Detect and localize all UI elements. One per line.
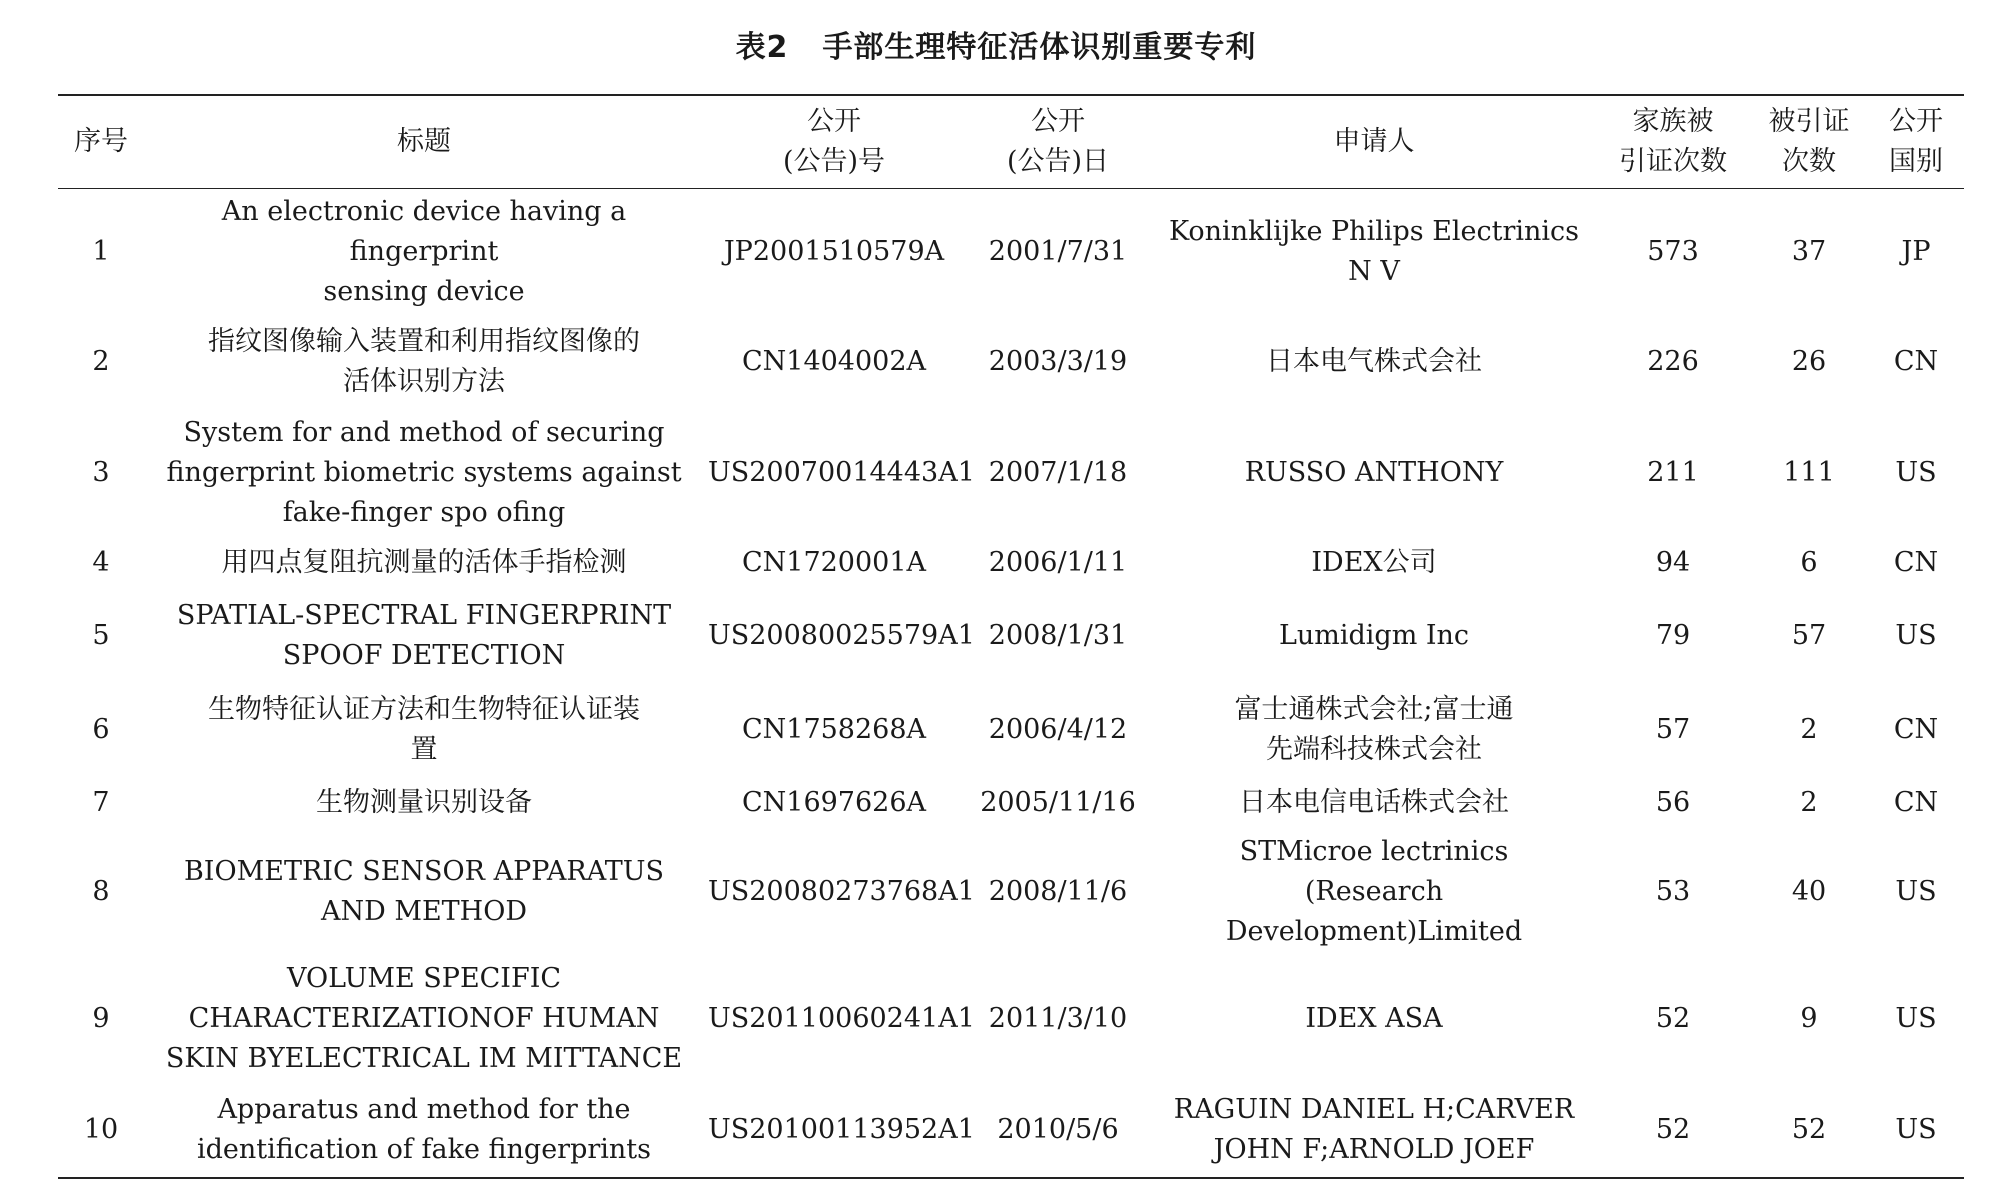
cell-applicant-line: Koninklijke Philips Electrinics xyxy=(1168,216,1580,247)
cell-title-line: SPOOF DETECTION xyxy=(282,640,566,671)
cell-title xyxy=(144,829,704,955)
cell-country: JP xyxy=(1901,236,1931,267)
cell-title xyxy=(144,1083,704,1178)
cell-family-cited: 57 xyxy=(1655,714,1691,745)
cell-title-line: fingerprint biometric systems against xyxy=(166,457,682,488)
header-pubdate-line: 公开 xyxy=(1031,106,1085,137)
cell-title xyxy=(144,683,704,777)
cell-title-line: AND METHOD xyxy=(320,896,528,927)
cell-title-line: sensing device xyxy=(323,276,525,307)
cell-pubdate: 2005/11/16 xyxy=(980,787,1136,818)
cell-index: 4 xyxy=(92,547,110,578)
cell-cited: 9 xyxy=(1800,1003,1818,1034)
header-country xyxy=(1868,95,1964,189)
cell-country: US xyxy=(1895,1003,1937,1034)
cell-applicant-line: STMicroe lectrinics xyxy=(1239,836,1509,867)
cell-country: CN xyxy=(1893,787,1939,818)
cell-title-line: SPATIAL-SPECTRAL FINGERPRINT xyxy=(176,600,672,631)
table-caption-label: 表2 xyxy=(735,30,789,65)
cell-pubno: JP2001510579A xyxy=(723,236,945,267)
header-pubno-line: 公开 xyxy=(807,106,861,137)
cell-applicant-line: 先端科技株式会社 xyxy=(1266,734,1482,765)
header-title: 标题 xyxy=(397,126,451,157)
cell-index: 10 xyxy=(83,1114,119,1145)
cell-cited: 57 xyxy=(1791,620,1827,651)
table-row xyxy=(58,829,1964,955)
cell-title-line: 生物特征认证方法和生物特征认证装 xyxy=(208,694,640,725)
cell-applicant xyxy=(1152,537,1596,589)
cell-family-cited: 52 xyxy=(1655,1114,1691,1145)
cell-applicant-line: IDEX公司 xyxy=(1311,547,1437,578)
cell-index: 2 xyxy=(92,346,110,377)
cell-index: 3 xyxy=(92,457,110,488)
cell-title-line: VOLUME SPECIFIC xyxy=(286,963,562,994)
cell-pubno: US20080025579A1 xyxy=(708,620,975,651)
cell-pubno: CN1404002A xyxy=(741,346,927,377)
cell-applicant-line: 富士通株式会社;富士通 xyxy=(1234,694,1514,725)
cell-pubdate: 2010/5/6 xyxy=(997,1114,1119,1145)
cell-pubdate: 2001/7/31 xyxy=(988,236,1128,267)
cell-country: US xyxy=(1895,620,1937,651)
header-pubdate-line: (公告)日 xyxy=(1006,146,1110,177)
cell-cited: 26 xyxy=(1791,346,1827,377)
cell-applicant xyxy=(1152,315,1596,409)
table-row xyxy=(58,189,1964,316)
header-family-cited xyxy=(1596,95,1750,189)
cell-pubdate: 2008/11/6 xyxy=(988,876,1128,907)
header-applicant: 申请人 xyxy=(1333,126,1415,157)
cell-pubno: US20070014443A1 xyxy=(708,457,975,488)
cell-title-line: Apparatus and method for the xyxy=(217,1094,631,1125)
cell-title-line: An electronic device having a fingerprint xyxy=(221,196,627,267)
header-family-cited-line: 家族被 xyxy=(1632,106,1714,137)
cell-cited: 52 xyxy=(1791,1114,1827,1145)
cell-title-line: fake-finger spo ofing xyxy=(282,497,566,528)
cell-pubno: US20110060241A1 xyxy=(708,1003,975,1034)
cell-index: 7 xyxy=(92,787,110,818)
cell-pubdate: 2006/4/12 xyxy=(988,714,1128,745)
cell-title-line: 置 xyxy=(410,734,438,765)
header-pubdate xyxy=(964,95,1152,189)
header-pubno-line: (公告)号 xyxy=(782,146,886,177)
cell-family-cited: 56 xyxy=(1655,787,1691,818)
cell-title-line: BIOMETRIC SENSOR APPARATUS xyxy=(183,856,665,887)
cell-cited: 37 xyxy=(1791,236,1827,267)
header-country-line: 公开 xyxy=(1889,106,1943,137)
cell-title xyxy=(144,777,704,829)
cell-title xyxy=(144,537,704,589)
header-country-line: 国别 xyxy=(1889,146,1943,177)
cell-applicant xyxy=(1152,409,1596,537)
cell-cited: 6 xyxy=(1800,547,1818,578)
cell-applicant-line: 日本电气株式会社 xyxy=(1266,346,1482,377)
cell-applicant xyxy=(1152,683,1596,777)
cell-country: US xyxy=(1895,1114,1937,1145)
cell-applicant xyxy=(1152,829,1596,955)
table-body xyxy=(58,189,1964,1179)
cell-applicant-line: 日本电信电话株式会社 xyxy=(1239,787,1509,818)
cell-country: CN xyxy=(1893,547,1939,578)
header-row xyxy=(58,95,1964,189)
cell-cited: 2 xyxy=(1800,787,1818,818)
cell-pubdate: 2003/3/19 xyxy=(988,346,1128,377)
cell-cited: 111 xyxy=(1783,457,1835,488)
table-row xyxy=(58,955,1964,1083)
cell-country: CN xyxy=(1893,714,1939,745)
cell-index: 9 xyxy=(92,1003,110,1034)
cell-pubdate: 2008/1/31 xyxy=(988,620,1128,651)
cell-country: US xyxy=(1895,457,1937,488)
cell-applicant-line: IDEX ASA xyxy=(1305,1003,1443,1034)
table-row xyxy=(58,537,1964,589)
cell-family-cited: 94 xyxy=(1655,547,1691,578)
cell-applicant xyxy=(1152,1083,1596,1178)
cell-title xyxy=(144,315,704,409)
cell-title-line: System for and method of securing xyxy=(183,417,665,448)
cell-family-cited: 211 xyxy=(1647,457,1699,488)
cell-family-cited: 573 xyxy=(1647,236,1699,267)
cell-family-cited: 52 xyxy=(1655,1003,1691,1034)
cell-applicant-line: RUSSO ANTHONY xyxy=(1244,457,1504,488)
cell-title-line: 活体识别方法 xyxy=(343,366,505,397)
cell-title xyxy=(144,409,704,537)
cell-pubno: US20080273768A1 xyxy=(708,876,975,907)
patent-table xyxy=(58,94,1964,1179)
cell-family-cited: 79 xyxy=(1655,620,1691,651)
cell-title-line: SKIN BYELECTRICAL IM MITTANCE xyxy=(165,1043,683,1074)
cell-title xyxy=(144,189,704,316)
cell-index: 8 xyxy=(92,876,110,907)
cell-index: 6 xyxy=(92,714,110,745)
table-caption xyxy=(0,22,1992,66)
cell-applicant-line: Lumidigm Inc xyxy=(1278,620,1470,651)
header-cited-line: 被引证 xyxy=(1768,106,1850,137)
header-index: 序号 xyxy=(74,126,128,157)
cell-title-line: identification of fake fingerprints xyxy=(196,1134,652,1165)
table-row xyxy=(58,1083,1964,1178)
cell-title-line: 指纹图像输入装置和利用指纹图像的 xyxy=(208,326,640,357)
table-row xyxy=(58,777,1964,829)
table-row xyxy=(58,589,1964,683)
cell-applicant xyxy=(1152,777,1596,829)
cell-title xyxy=(144,589,704,683)
cell-country: CN xyxy=(1893,346,1939,377)
cell-applicant-line: RAGUIN DANIEL H;CARVER xyxy=(1173,1094,1575,1125)
cell-pubno: US20100113952A1 xyxy=(708,1114,975,1145)
cell-title xyxy=(144,955,704,1083)
header-pubno xyxy=(704,95,964,189)
cell-applicant-line: (Research Development)Limited xyxy=(1225,876,1523,947)
table-caption-text: 手部生理特征活体识别重要专利 xyxy=(822,30,1257,65)
cell-applicant xyxy=(1152,955,1596,1083)
cell-index: 1 xyxy=(92,236,110,267)
cell-pubno: CN1720001A xyxy=(741,547,927,578)
cell-title-line: 用四点复阻抗测量的活体手指检测 xyxy=(221,547,627,578)
cell-country: US xyxy=(1895,876,1937,907)
cell-applicant-line: N V xyxy=(1348,256,1400,287)
cell-index: 5 xyxy=(92,620,110,651)
header-family-cited-line: 引证次数 xyxy=(1619,146,1727,177)
cell-pubdate: 2007/1/18 xyxy=(988,457,1128,488)
table-row xyxy=(58,683,1964,777)
table-row xyxy=(58,409,1964,537)
cell-pubno: CN1758268A xyxy=(741,714,927,745)
cell-pubno: CN1697626A xyxy=(741,787,927,818)
cell-title-line: 生物测量识别设备 xyxy=(316,787,532,818)
header-cited xyxy=(1750,95,1868,189)
cell-applicant xyxy=(1152,589,1596,683)
cell-applicant xyxy=(1152,189,1596,316)
cell-family-cited: 226 xyxy=(1647,346,1699,377)
cell-applicant-line: JOHN F;ARNOLD JOEF xyxy=(1213,1134,1535,1165)
table-row xyxy=(58,315,1964,409)
cell-title-line: CHARACTERIZATIONOF HUMAN xyxy=(188,1003,660,1034)
cell-pubdate: 2011/3/10 xyxy=(988,1003,1128,1034)
header-cited-line: 次数 xyxy=(1782,146,1836,177)
cell-cited: 2 xyxy=(1800,714,1818,745)
cell-cited: 40 xyxy=(1791,876,1827,907)
cell-pubdate: 2006/1/11 xyxy=(988,547,1128,578)
cell-family-cited: 53 xyxy=(1655,876,1691,907)
